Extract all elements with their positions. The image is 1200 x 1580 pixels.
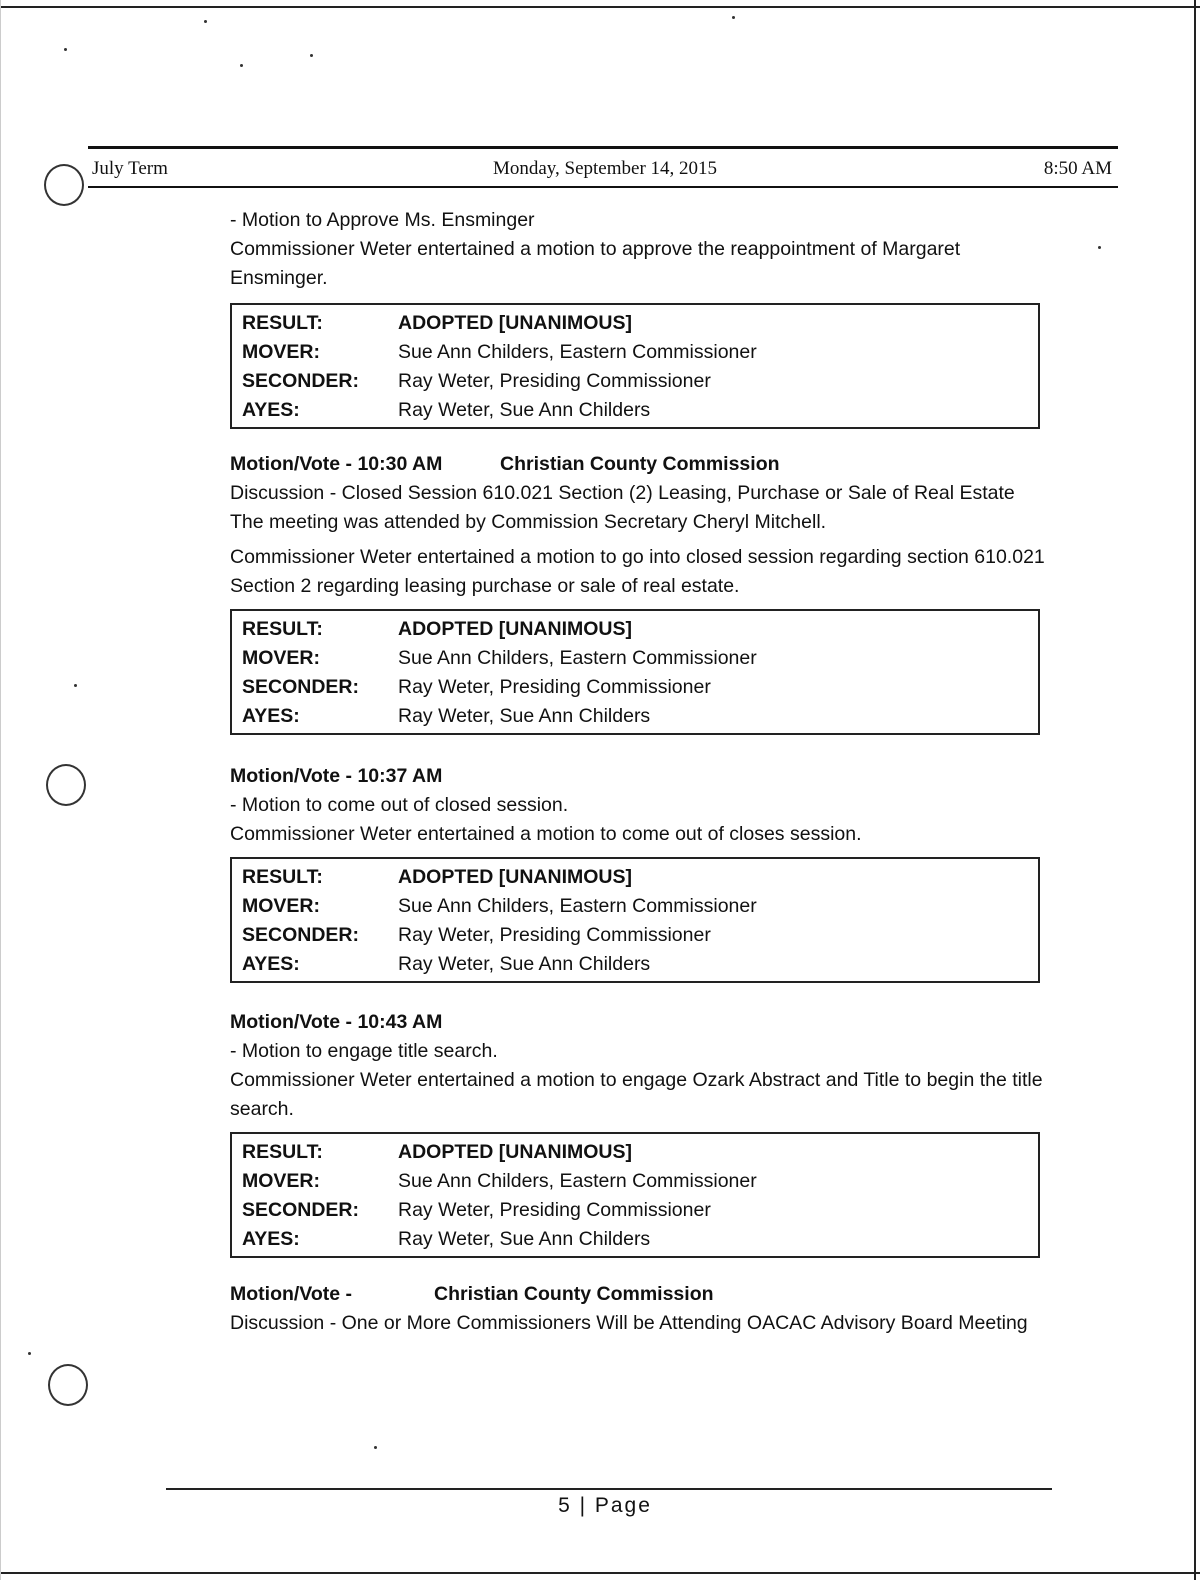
footer-rule [166,1488,1052,1490]
section-oacac-meeting [230,1280,1060,1338]
vote-value: ADOPTED [UNANIMOUS] [398,618,632,640]
vote-row-mover [242,644,1028,673]
vote-value: Ray Weter, Sue Ann Childers [398,1228,651,1250]
vote-row-ayes [242,702,1028,731]
vote-row-mover [242,892,1028,921]
vote-label: RESULT: [242,866,323,888]
motion-body: Christian County Commission [434,1283,714,1305]
vote-label: SECONDER: [242,1199,360,1221]
page-number: 5 | Page [558,1494,652,1517]
motion-text: Commissioner Weter entertained a motion to go into closed session regarding section 610.021 Section 2 regarding leasing purchase or sale of real estate. [230,546,1045,597]
vote-row-seconder [242,367,1028,396]
vote-table [230,303,1040,429]
section-out-of-closed-session [230,762,1060,983]
vote-row-result [242,615,1028,644]
vote-row-result [242,863,1028,892]
vote-label: MOVER: [242,1170,320,1192]
scan-speck [310,54,313,57]
header-rule [88,146,1118,149]
vote-row-mover [242,338,1028,367]
vote-label: RESULT: [242,1141,323,1163]
scan-speck [240,64,243,67]
vote-label: SECONDER: [242,924,360,946]
header-time: 8:50 AM [1043,158,1112,179]
vote-value: ADOPTED [UNANIMOUS] [398,866,632,888]
motion-time: 10:30 AM [357,453,443,475]
vote-value: Sue Ann Childers, Eastern Commissioner [398,341,757,363]
vote-label: SECONDER: [242,370,360,392]
header-date: Monday, September 14, 2015 [492,158,718,179]
motion-text: Commissioner Weter entertained a motion to come out of closes session. [230,823,862,845]
vote-value: Ray Weter, Sue Ann Childers [398,953,651,975]
scan-speck [732,16,735,19]
header-term: July Term [92,158,168,179]
vote-label: MOVER: [242,895,320,917]
section-approve-ensminger [230,206,1060,429]
scan-edge-left [0,0,1,1580]
motion-heading [230,450,1060,479]
scan-speck [64,48,67,51]
vote-label: AYES: [242,399,300,421]
punch-hole-icon [46,764,86,806]
motion-attended: The meeting was attended by Commission Secretary Cheryl Mitchell. [230,511,827,533]
vote-label: RESULT: [242,312,323,334]
scan-speck [374,1446,377,1449]
scan-edge-bottom [0,1572,1200,1574]
vote-row-ayes [242,396,1028,425]
motion-body: Christian County Commission [500,453,780,475]
motion-label: Motion/Vote - [230,1283,353,1305]
header-rule [88,186,1118,188]
vote-value: Ray Weter, Presiding Commissioner [398,1199,711,1221]
scan-speck [74,684,77,687]
motion-label: Motion/Vote - [230,1011,353,1033]
motion-subtitle: - Motion to come out of closed session. [230,794,569,816]
vote-label: AYES: [242,705,300,727]
vote-row-ayes [242,1225,1028,1254]
vote-row-mover [242,1167,1028,1196]
vote-row-seconder [242,673,1028,702]
punch-hole-icon [48,1364,88,1406]
scan-speck [1098,246,1101,249]
motion-text: Commissioner Weter entertained a motion to approve the reappointment of Margaret Ensminger. [230,238,961,289]
vote-value: Ray Weter, Presiding Commissioner [398,924,711,946]
scan-edge-right [1194,0,1196,1580]
motion-subtitle: - Motion to Approve Ms. Ensminger [230,209,535,231]
motion-subtitle: - Motion to engage title search. [230,1040,498,1062]
vote-value: Sue Ann Childers, Eastern Commissioner [398,895,757,917]
vote-value: ADOPTED [UNANIMOUS] [398,1141,632,1163]
vote-label: MOVER: [242,341,320,363]
vote-value: Sue Ann Childers, Eastern Commissioner [398,647,757,669]
scan-edge-top [0,6,1200,8]
vote-value: ADOPTED [UNANIMOUS] [398,312,632,334]
vote-row-result [242,309,1028,338]
motion-heading [230,1008,1060,1037]
vote-value: Ray Weter, Sue Ann Childers [398,705,651,727]
scan-speck [204,20,207,23]
vote-label: SECONDER: [242,676,360,698]
motion-text: Commissioner Weter entertained a motion to engage Ozark Abstract and Title to begin the title search. [230,1069,1043,1120]
motion-heading [230,762,1060,791]
vote-row-ayes [242,950,1028,979]
vote-label: MOVER: [242,647,320,669]
section-closed-session [230,450,1060,735]
vote-value: Ray Weter, Presiding Commissioner [398,676,711,698]
motion-label: Motion/Vote - [230,453,353,475]
vote-row-seconder [242,1196,1028,1225]
motion-discussion: Discussion - Closed Session 610.021 Section (2) Leasing, Purchase or Sale of Real Estate [230,482,1015,504]
motion-heading [230,1280,1060,1309]
vote-value: Ray Weter, Presiding Commissioner [398,370,711,392]
vote-value: Ray Weter, Sue Ann Childers [398,399,651,421]
motion-time: 10:37 AM [357,765,443,787]
motion-label: Motion/Vote - [230,765,353,787]
vote-label: RESULT: [242,618,323,640]
vote-table [230,857,1040,983]
scan-speck [28,1352,31,1355]
vote-row-seconder [242,921,1028,950]
motion-discussion: Discussion - One or More Commissioners Will be Attending OACAC Advisory Board Meeting [230,1312,1028,1334]
vote-value: Sue Ann Childers, Eastern Commissioner [398,1170,757,1192]
vote-table [230,1132,1040,1258]
vote-label: AYES: [242,1228,300,1250]
vote-row-result [242,1138,1028,1167]
vote-table [230,609,1040,735]
motion-time: 10:43 AM [357,1011,443,1033]
section-title-search [230,1008,1060,1258]
vote-label: AYES: [242,953,300,975]
